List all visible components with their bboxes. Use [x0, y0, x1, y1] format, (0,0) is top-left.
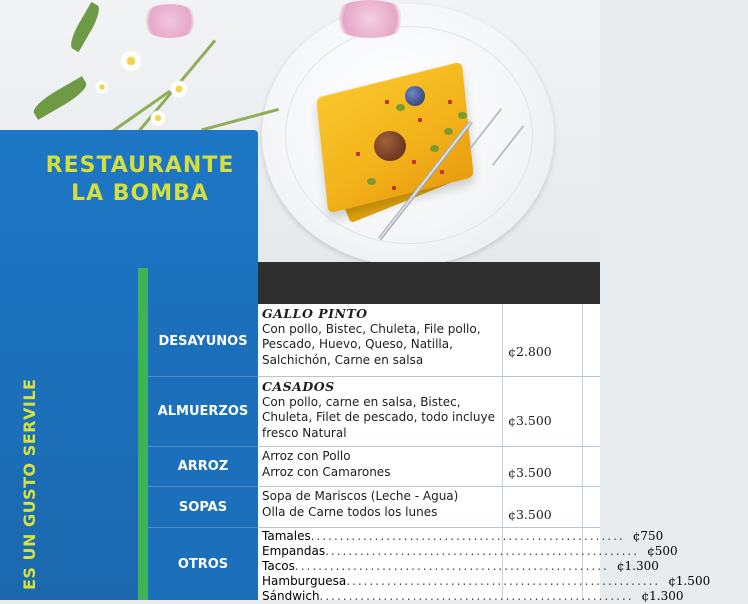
menu-row-sopas [258, 487, 600, 528]
dish-price: ¢3.500 [508, 507, 552, 522]
item-price: ¢1.300 [616, 559, 659, 573]
sprinkle-graphic [440, 170, 444, 174]
sprinkle-graphic [392, 186, 396, 190]
item-price: ¢1.500 [668, 574, 711, 588]
menu-row-almuerzos [258, 377, 600, 447]
list-item [262, 589, 684, 604]
restaurant-name-line2: LA BOMBA [71, 181, 209, 206]
daisy-graphic [120, 50, 142, 72]
restaurant-name [30, 152, 250, 208]
category-otros: OTROS [148, 528, 258, 600]
chocolate-graphic [374, 131, 406, 161]
dish-line: Sopa de Mariscos (Leche - Agua) [262, 489, 459, 503]
item-name: Empandas [262, 544, 326, 558]
restaurant-name-line1: RESTAURANTE [45, 153, 235, 178]
dish-line: Arroz con Camarones [262, 464, 391, 479]
pistachio-graphic [396, 104, 405, 111]
list-item [262, 574, 711, 589]
menu-header-band [258, 262, 600, 304]
item-name: Hamburguesa [262, 574, 347, 588]
dot-leader: ...................................................... [346, 574, 661, 588]
column-divider [582, 377, 583, 446]
item-price: ¢750 [632, 529, 664, 543]
slogan: ES UN GUSTO SERVILE [20, 378, 39, 590]
dish-line: Olla de Carne todos los lunes [262, 504, 438, 519]
dot-leader: ...................................................... [325, 544, 640, 558]
list-item [262, 529, 664, 544]
leaf-graphic [30, 76, 90, 120]
sprinkle-graphic [418, 118, 422, 122]
column-divider [502, 304, 503, 376]
column-divider [502, 377, 503, 446]
green-accent-bar [138, 268, 148, 600]
item-name: Sándwich [262, 589, 320, 603]
item-price: ¢500 [647, 544, 678, 558]
dish-description: Con pollo, carne en salsa, Bistec, Chuleta, Filet de pescado, todo incluye fresco Natural [262, 394, 495, 440]
row-description [262, 489, 498, 520]
category-sopas: SOPAS [148, 487, 258, 528]
item-name: Tamales [262, 529, 311, 543]
list-item [262, 559, 659, 574]
daisy-graphic [150, 110, 166, 126]
sprinkle-graphic [448, 100, 452, 104]
sprinkle-graphic [385, 100, 389, 104]
dish-description: Con pollo, Bistec, Chuleta, File pollo, Pescado, Huevo, Queso, Natilla, Salchichón, Carne en salsa [262, 321, 481, 367]
dot-leader: ...................................................... [310, 529, 625, 543]
pink-flower-graphic [140, 4, 200, 38]
daisy-graphic [170, 80, 188, 98]
category-almuerzos: ALMUERZOS [148, 377, 258, 447]
item-name: Tacos [262, 559, 295, 573]
category-header-cell [148, 268, 258, 307]
dish-price: ¢2.800 [508, 344, 552, 359]
pistachio-graphic [444, 128, 453, 135]
pistachio-graphic [367, 178, 376, 185]
blueberry-graphic [405, 86, 425, 106]
pink-flower-graphic [330, 0, 410, 38]
column-divider [582, 304, 583, 376]
menu-row-otros [258, 528, 711, 603]
dot-leader: ...................................................... [294, 559, 609, 573]
pistachio-graphic [430, 145, 439, 152]
row-description [262, 449, 498, 480]
dish-line: Arroz con Pollo [262, 449, 351, 463]
leaf-graphic [66, 2, 103, 52]
row-description [262, 379, 498, 441]
item-price: ¢1.300 [641, 589, 684, 603]
sprinkle-graphic [356, 152, 360, 156]
daisy-graphic [95, 80, 109, 94]
dish-price: ¢3.500 [508, 465, 552, 480]
pistachio-graphic [458, 112, 467, 119]
menu-row-arroz [258, 447, 600, 487]
menu-row-desayunos [258, 304, 600, 377]
dish-heading: CASADOS [262, 379, 335, 394]
otros-list [262, 529, 711, 604]
category-arroz: ARROZ [148, 447, 258, 487]
dish-heading: GALLO PINTO [262, 306, 368, 321]
list-item [262, 544, 678, 559]
dot-leader: ...................................................... [319, 589, 634, 603]
dish-price: ¢3.500 [508, 413, 552, 428]
row-description [262, 306, 498, 368]
sprinkle-graphic [412, 160, 416, 164]
category-desayunos: DESAYUNOS [148, 306, 258, 377]
